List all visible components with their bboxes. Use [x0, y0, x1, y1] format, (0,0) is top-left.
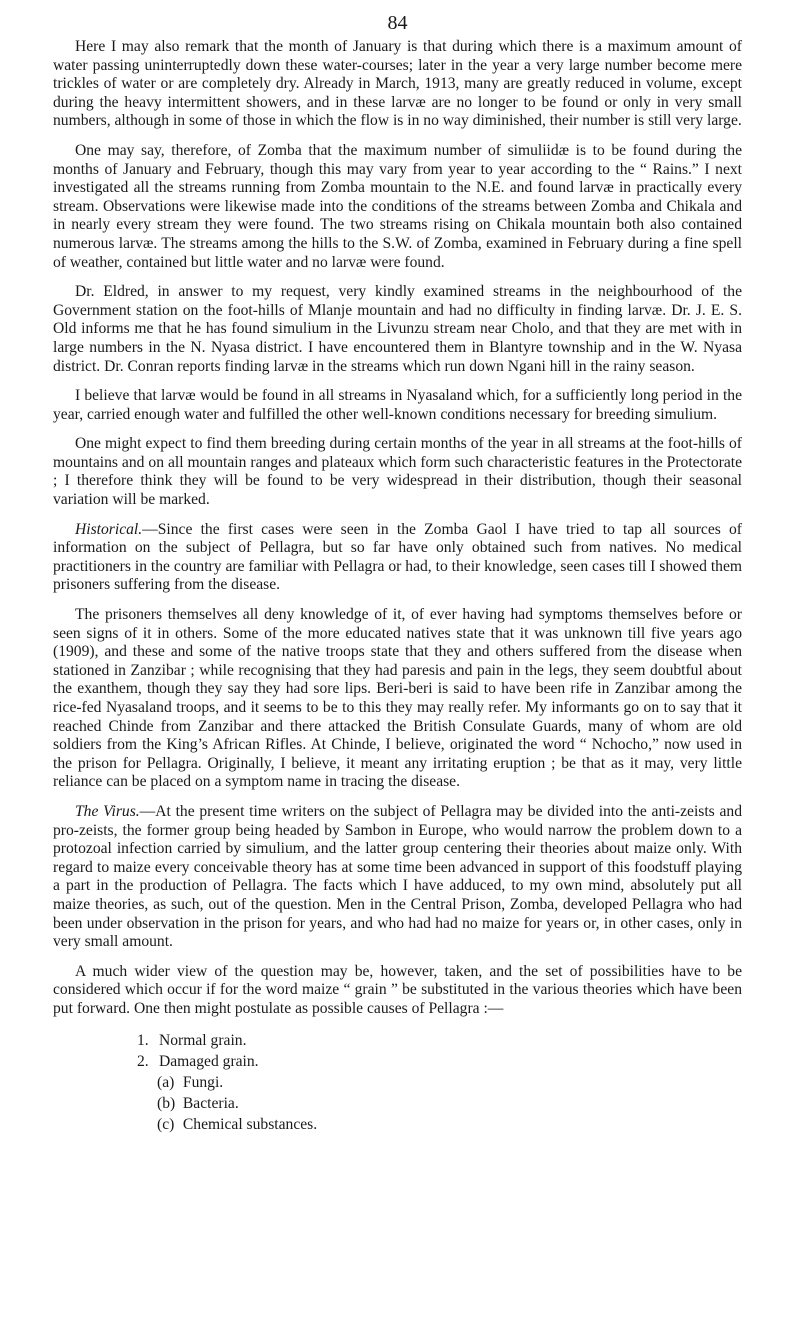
section-heading-historical: Historical.	[75, 520, 143, 538]
paragraph: Here I may also remark that the month of January is that during which there is a maximum amount of water passing uninterruptedly down these water-courses; later in the year a very large number become mere trickles of water or are completely dry. Already in March, 1913, many are greatly reduced in volume, except during the heavy intermittent showers, and in these larvæ are no longer to be found or only in very small numbers, although in some of those in which the flow is in no way diminished, their number is still very large.	[53, 38, 742, 130]
list-number: 2.	[137, 1052, 149, 1070]
sub-list-text: Bacteria.	[182, 1094, 239, 1112]
sub-list-letter: (c)	[157, 1115, 175, 1133]
list-number: 1.	[137, 1031, 149, 1049]
sub-list-text: Chemical substances.	[182, 1115, 318, 1133]
sub-list-item	[157, 1114, 742, 1135]
paragraph: Dr. Eldred, in answer to my request, very kindly examined streams in the neighbourhood of the Government station on the foot-hills of Mlanje mountain and had no difficulty in finding larvæ. Dr. J. E. S. Old informs me that he has found simulium in the Livunzu stream near Cholo, and that they are met with in large numbers in the N. Nyasa district. I have encountered them in Blantyre township and in the W. Nyasa district. Dr. Conran reports finding larvæ in the streams which run down Ngani hill in the rainy season.	[53, 283, 742, 375]
paragraph-body: —At the present time writers on the subject of Pellagra may be divided into the anti-zeists and pro-zeists, the former group being headed by Sambon in Europe, who would narrow the problem down to a protozoal infection carried by simulium, and the latter group centering their theories about maize only. With regard to maize every conceivable theory has at some time been advanced in support of this foodstuff playing a part in the production of Pellagra. The facts which I have adduced, to my own mind, absolutely put all maize theories, as such, out of the question. Men in the Central Prison, Zomba, developed Pellagra who had been under observation in the prison for years, and who had had no maize for years or, in other cases, only in very small amount.	[53, 802, 742, 951]
possible-causes-list	[53, 1030, 742, 1135]
paragraph: One may say, therefore, of Zomba that the maximum number of simuliidæ is to be found during the months of January and February, though this may vary from year to year according to the “ Rains.” I next investigated all the streams running from Zomba mountain to the N.E. and found larvæ in practically every stream. Observations were likewise made into the conditions of the streams between Zomba and Chikala and in nearly every stream they were found. The two streams rising on Chikala mountain both also contained numerous larvæ. The streams among the hills to the S.W. of Zomba, examined in February during a fine spell of weather, contained but little water and no larvæ were found.	[53, 141, 742, 271]
list-text: Normal grain.	[159, 1031, 247, 1049]
paragraph	[53, 803, 742, 952]
section-heading-virus: The Virus.	[75, 802, 140, 820]
paragraph: One might expect to find them breeding during certain months of the year in all streams at the foot-hills of mountains and on all mountain ranges and plateaux which form such characteristic features in the Protectorate ; I therefore think they will be found to be very widespread in their distribution, though their seasonal variation will be marked.	[53, 435, 742, 509]
list-text: Damaged grain.	[159, 1052, 259, 1070]
list-item	[137, 1030, 742, 1051]
paragraph-body: —Since the first cases were seen in the Zomba Gaol I have tried to tap all sources of information on the subject of Pellagra, but so far have only obtained such from natives. No medical practitioners in the country are familiar with Pellagra or had, to their knowledge, seen cases till I showed them prisoners suffering from the disease.	[53, 520, 742, 594]
paragraph: The prisoners themselves all deny knowledge of it, of ever having had symptoms themselves before or seen signs of it in others. Some of the more educated natives state that it was unknown till five years ago (1909), and these and some of the native troops state that they and others suffered from the disease when stationed in Zanzibar ; while recognising that they had paresis and pain in the legs, they seem doubtful about the exanthem, though they say they had sore lips. Beri-beri is said to have been rife in Zanzibar among the rice-fed Nyasaland troops, and it seems to be to this they may really refer. My informants go on to say that it reached Chinde from Zanzibar and there attacked the British Consulate Guards, many of whom are old soldiers from the King’s African Rifles. At Chinde, I believe, originated the word “ Nchocho,” now used in the prison for Pellagra. Originally, I believe, it meant any irritating eruption ; be that as it may, very little reliance can be placed on a symptom name in tracing the disease.	[53, 606, 742, 791]
sub-list-letter: (a)	[157, 1073, 175, 1091]
paragraph: I believe that larvæ would be found in all streams in Nyasaland which, for a sufficiently long period in the year, carried enough water and fulfilled the other well-known conditions necessary for breeding simulium.	[53, 387, 742, 423]
sub-list	[137, 1072, 742, 1135]
sub-list-item	[157, 1093, 742, 1114]
sub-list-item	[157, 1072, 742, 1093]
list-item	[137, 1051, 742, 1135]
sub-list-text: Fungi.	[182, 1073, 224, 1091]
page-number: 84	[387, 12, 408, 34]
sub-list-letter: (b)	[157, 1094, 176, 1112]
paragraph	[53, 521, 742, 595]
paragraph: A much wider view of the question may be, however, taken, and the set of possibilities have to be considered which occur if for the word maize “ grain ” be substituted in the various theories which have been put forward. One then might postulate as possible causes of Pellagra :—	[53, 962, 742, 1017]
